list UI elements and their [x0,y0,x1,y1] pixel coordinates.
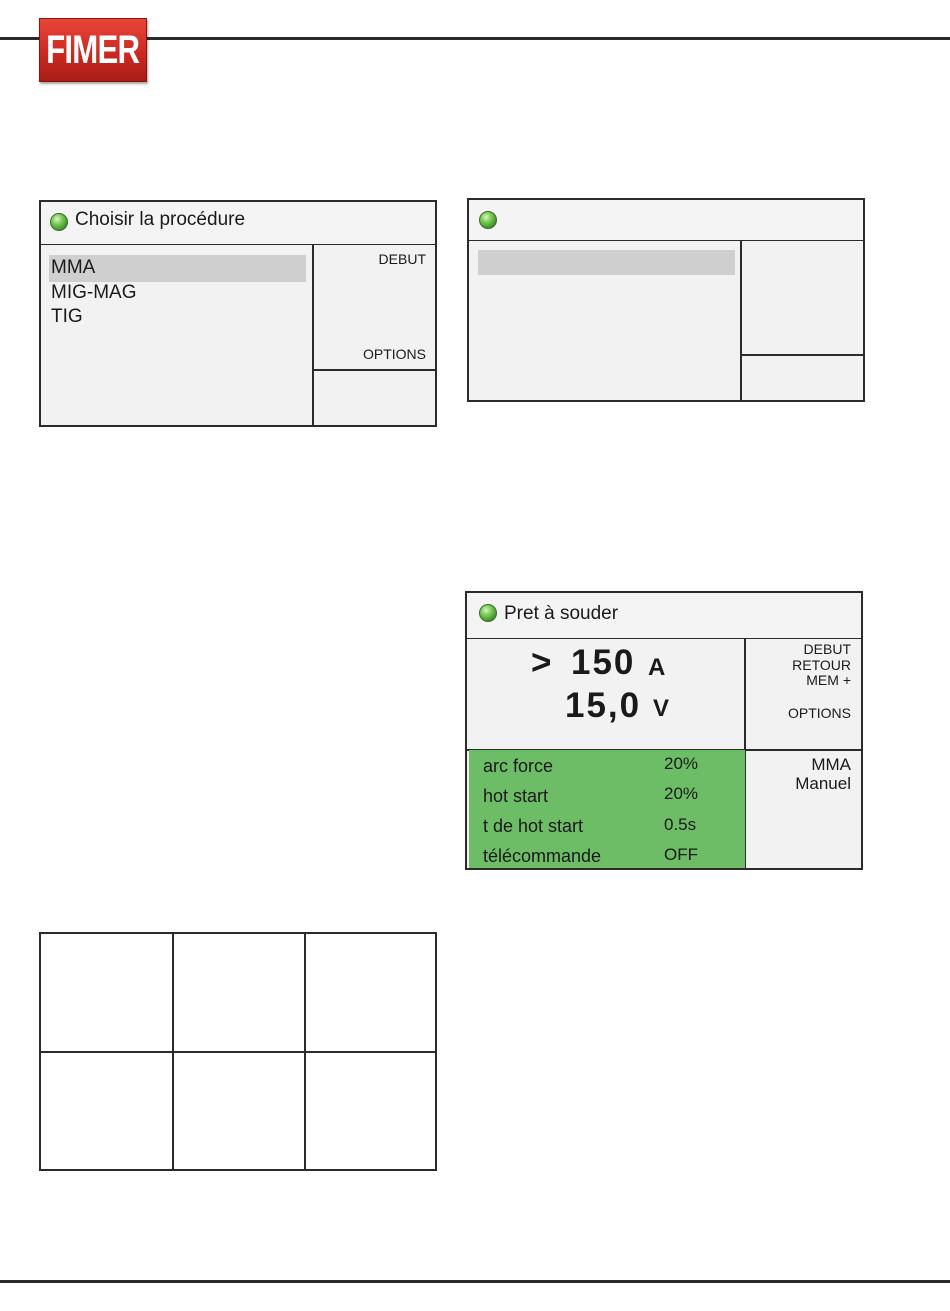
green-led-icon [50,213,68,231]
divider [740,354,865,356]
param-label-arc-force[interactable]: arc force [483,756,554,776]
debut-softkey[interactable]: DEBUT [803,641,851,657]
param-value-hot-start: 20% [664,784,699,803]
list-item-mma[interactable]: MMA [51,257,96,278]
green-led-icon [479,604,497,622]
retour-softkey[interactable]: RETOUR [792,657,851,673]
param-value-remote-control: OFF [664,845,698,864]
selector-arrow: > [531,643,554,682]
fimer-logo [39,18,147,82]
screen-title-bar [41,202,435,245]
ready-to-weld-screen [465,591,863,870]
screen-title-bar [467,593,861,639]
voltage-unit: V [653,695,671,722]
param-label-hot-start-time[interactable]: t de hot start [483,816,584,836]
debut-softkey[interactable]: DEBUT [378,251,426,267]
current-value: 150 [571,643,636,682]
empty-grid-table [39,932,437,1171]
grid-divider [41,1051,435,1053]
mem-plus-softkey[interactable]: MEM + [806,672,851,688]
logo-text: FIMER [46,28,140,72]
process-mode: MMA [811,755,851,774]
screen-title: Choisir la procédure [75,209,246,230]
selection-highlight [478,250,735,275]
list-item-tig[interactable]: TIG [51,306,83,327]
voltage-value: 15,0 [565,686,642,725]
procedure-selection-screen [39,200,437,427]
list-item-mig-mag[interactable]: MIG-MAG [51,282,137,303]
divider [312,369,437,371]
blank-screen-template [467,198,865,402]
divider [312,244,314,427]
param-label-hot-start[interactable]: hot start [483,786,549,806]
screen-title-bar [469,200,863,241]
divider [740,240,742,402]
footer-rule [0,1280,950,1283]
control-mode: Manuel [795,774,851,793]
green-led-icon [479,211,497,229]
screen-title: Pret à souder [504,603,619,624]
current-unit: A [648,654,667,681]
options-softkey[interactable]: OPTIONS [787,705,851,721]
options-softkey[interactable]: OPTIONS [362,346,426,362]
param-value-hot-start-time: 0.5s [664,815,697,834]
param-label-remote-control[interactable]: télécommande [483,846,602,866]
param-value-arc-force: 20% [664,754,699,773]
